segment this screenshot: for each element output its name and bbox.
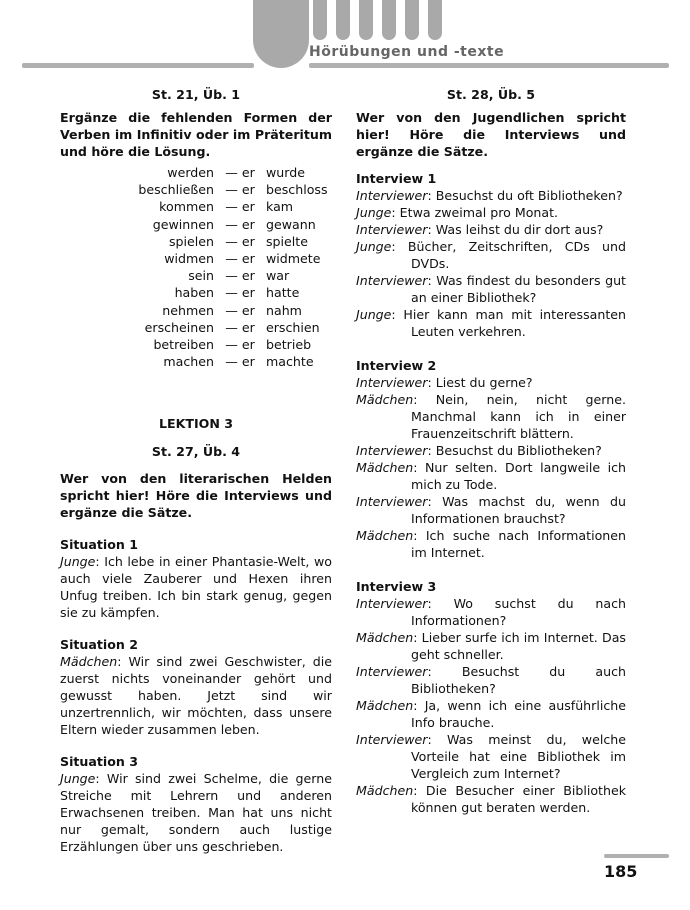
speech-text: : Wo suchst du nach Informationen? bbox=[411, 596, 626, 628]
speaker-label: Mädchen bbox=[356, 528, 414, 543]
verb-infinitive: werden bbox=[167, 165, 214, 180]
dialogue-line bbox=[356, 374, 626, 391]
speech-text: : Lieber surfe ich im Internet. Das geht schneller. bbox=[411, 630, 626, 662]
verb-separator bbox=[214, 233, 266, 250]
pronoun: er bbox=[241, 182, 255, 198]
dialogue-line bbox=[356, 306, 626, 340]
dialogue-line bbox=[356, 493, 626, 527]
speech-text: : Was findest du besonders gut an einer Bibliothek? bbox=[411, 273, 626, 305]
verb-row bbox=[88, 216, 328, 233]
interview-title: Interview 2 bbox=[356, 358, 437, 373]
verb-past: wurde bbox=[266, 165, 305, 180]
verb-row bbox=[88, 353, 328, 370]
header-tab-2 bbox=[336, 0, 350, 40]
dialogue-line bbox=[356, 629, 626, 663]
verb-row bbox=[88, 164, 328, 181]
verb-past: kam bbox=[266, 199, 294, 215]
verb-separator bbox=[214, 336, 266, 353]
dialogue-line bbox=[356, 187, 626, 204]
verb-row bbox=[88, 302, 328, 319]
dialogue-line bbox=[356, 663, 626, 697]
dash: — bbox=[225, 319, 238, 335]
situation-title: Situation 1 bbox=[60, 537, 138, 553]
speaker-label: Junge bbox=[356, 307, 392, 322]
pronoun: er bbox=[241, 199, 255, 215]
verb-past: erschien bbox=[266, 319, 320, 335]
speech-text: : Ich suche nach Informationen im Internet. bbox=[411, 528, 626, 560]
verb-infinitive: spielen bbox=[168, 233, 214, 249]
speaker-label: Mädchen bbox=[60, 654, 118, 670]
situation-title: Situation 3 bbox=[60, 754, 138, 770]
verb-separator bbox=[214, 302, 266, 319]
verb-row bbox=[88, 319, 328, 336]
speech-text: : Besuchst du oft Bibliotheken? bbox=[427, 188, 623, 203]
speech-text: : Bücher, Zeitschriften, CDs und DVDs. bbox=[391, 239, 626, 271]
verb-past: hatte bbox=[266, 285, 300, 301]
verb-separator bbox=[214, 250, 266, 267]
exercise-heading: St. 21, Üb. 1 bbox=[151, 87, 241, 102]
verb-separator bbox=[214, 198, 266, 215]
pronoun: er bbox=[241, 165, 255, 180]
situation-text bbox=[60, 770, 332, 855]
verb-infinitive: gewinnen bbox=[152, 216, 214, 232]
speaker-label: Interviewer bbox=[356, 732, 428, 747]
verb-past: widmete bbox=[266, 251, 321, 267]
speaker-label: Interviewer bbox=[356, 188, 428, 203]
dash: — bbox=[225, 302, 238, 318]
interviews bbox=[356, 170, 626, 816]
exercise-task: Wer von den literarischen Helden spricht hier! Höre die Interviews und ergänze die Sätze. bbox=[60, 471, 332, 521]
speaker-label: Junge bbox=[356, 239, 392, 254]
verb-separator bbox=[214, 216, 266, 233]
speaker-label: Junge bbox=[60, 554, 96, 570]
dash: — bbox=[225, 182, 238, 198]
speech-text: : Ich lebe in einer Phantasie-Welt, wo auch viele Zauberer und Hexen ihren Unfug treiben. Ich bin stark genug, gegen sie zu kämpfen. bbox=[60, 554, 332, 621]
dash: — bbox=[225, 337, 238, 353]
speech-text: : Was leihst du dir dort aus? bbox=[427, 222, 604, 237]
exercise-heading: St. 27, Üb. 4 bbox=[151, 444, 241, 460]
dash: — bbox=[225, 354, 238, 370]
situation-text bbox=[60, 653, 332, 738]
speaker-label: Interviewer bbox=[356, 596, 428, 611]
section-title: Hörübungen und -texte bbox=[309, 44, 505, 60]
dialogue-line bbox=[356, 221, 626, 238]
verb-infinitive: betreiben bbox=[153, 337, 214, 353]
verb-past: beschloss bbox=[266, 182, 328, 198]
verb-row bbox=[88, 336, 328, 353]
verb-separator bbox=[214, 353, 266, 370]
situation-title: Situation 2 bbox=[60, 637, 138, 653]
interview-block bbox=[356, 578, 626, 816]
speech-text: : Was machst du, wenn du Informationen brauchst? bbox=[411, 494, 626, 526]
dash: — bbox=[225, 216, 238, 232]
pronoun: er bbox=[241, 354, 255, 370]
situation bbox=[60, 636, 332, 738]
interview-title: Interview 1 bbox=[356, 171, 437, 186]
pronoun: er bbox=[241, 319, 255, 335]
verb-separator bbox=[214, 319, 266, 336]
situation bbox=[60, 536, 332, 621]
dialogue-line bbox=[356, 459, 626, 493]
speech-text: : Nur selten. Dort langweile ich mich zu Tode. bbox=[411, 460, 626, 492]
speaker-label: Interviewer bbox=[356, 273, 428, 288]
verb-infinitive: kommen bbox=[159, 199, 214, 215]
speaker-label: Junge bbox=[356, 205, 392, 220]
verb-infinitive: haben bbox=[174, 285, 214, 301]
verb-infinitive: erscheinen bbox=[144, 319, 214, 335]
dialogue-line bbox=[356, 238, 626, 272]
verb-past: betrieb bbox=[266, 337, 312, 353]
verb-infinitive: machen bbox=[163, 354, 214, 370]
verb-row bbox=[88, 284, 328, 301]
speaker-label: Mädchen bbox=[356, 698, 414, 713]
header-rule-right bbox=[309, 63, 669, 68]
header-tab-3 bbox=[359, 0, 373, 40]
verb-past: nahm bbox=[266, 302, 302, 318]
speech-text: : Besuchst du auch Bibliotheken? bbox=[411, 664, 626, 696]
dialogue-line bbox=[356, 204, 626, 221]
dialogue-line bbox=[356, 731, 626, 782]
header-tab-5 bbox=[405, 0, 419, 40]
dash: — bbox=[225, 199, 238, 215]
verb-row bbox=[88, 181, 328, 198]
verb-separator bbox=[214, 267, 266, 284]
dialogue-line bbox=[356, 391, 626, 442]
verb-separator bbox=[214, 181, 266, 198]
speaker-label: Mädchen bbox=[356, 783, 414, 798]
verb-separator bbox=[214, 284, 266, 301]
footer-rule bbox=[604, 854, 669, 858]
speech-text: : Besuchst du Bibliotheken? bbox=[427, 443, 602, 458]
speech-text: : Liest du gerne? bbox=[427, 375, 533, 390]
verb-infinitive: widmen bbox=[164, 251, 214, 267]
exercise-task: Wer von den Jugendlichen spricht hier! Höre die Interviews und ergänze die Sätze. bbox=[356, 110, 626, 159]
verb-row bbox=[88, 198, 328, 215]
header-tab-4 bbox=[382, 0, 396, 40]
speech-text: : Wir sind zwei Schelme, die gerne Streiche mit Lehrern und anderen Erwachsenen treiben. Man hat uns nicht nur gemalt, sondern auch lustige Erzählungen über uns geschrieben. bbox=[60, 771, 332, 855]
situation-text bbox=[60, 553, 332, 621]
lesson-heading: LEKTION 3 bbox=[158, 416, 234, 432]
verb-infinitive: beschließen bbox=[138, 182, 214, 198]
exercise-task: Ergänze die fehlenden Formen der Verben im Infinitiv oder im Präteritum und höre die Lösung. bbox=[60, 110, 332, 159]
header-tab-1 bbox=[313, 0, 327, 40]
verb-past: spielte bbox=[266, 233, 308, 249]
interview-block bbox=[356, 170, 626, 340]
dialogue-line bbox=[356, 595, 626, 629]
page-number: 185 bbox=[604, 862, 638, 881]
verb-separator bbox=[214, 164, 266, 181]
verb-row bbox=[88, 233, 328, 250]
interview-title: Interview 3 bbox=[356, 579, 437, 594]
right-column bbox=[356, 86, 626, 833]
pronoun: er bbox=[241, 251, 255, 267]
exercise-heading: St. 28, Üb. 5 bbox=[446, 87, 536, 102]
speech-text: : Nein, nein, nicht gerne. Manchmal kann ich in einer Frauenzeitschrift blättern. bbox=[411, 392, 626, 441]
pronoun: er bbox=[241, 268, 255, 284]
pronoun: er bbox=[241, 337, 255, 353]
speaker-label: Interviewer bbox=[356, 494, 428, 509]
verb-table bbox=[88, 164, 328, 370]
verb-past: gewann bbox=[266, 216, 316, 232]
speech-text: : Hier kann man mit interessanten Leuten verkehren. bbox=[391, 307, 626, 339]
pronoun: er bbox=[241, 302, 255, 318]
speech-text: : Ja, wenn ich eine ausführliche Info brauche. bbox=[411, 698, 626, 730]
situation bbox=[60, 753, 332, 855]
dialogue-line bbox=[356, 697, 626, 731]
speaker-label: Interviewer bbox=[356, 222, 428, 237]
verb-past: machte bbox=[266, 354, 314, 370]
dialogue-line bbox=[356, 272, 626, 306]
speech-text: : Was meinst du, welche Vorteile hat eine Bibliothek im Vergleich zum Internet? bbox=[411, 732, 626, 781]
verb-row bbox=[88, 250, 328, 267]
header-tab-6 bbox=[428, 0, 442, 40]
verb-row bbox=[88, 267, 328, 284]
dash: — bbox=[225, 233, 238, 249]
speech-text: : Wir sind zwei Geschwister, die zuerst nichts voneinander gehört und gewusst haben. Jetzt sind wir unzertrennlich, wir möchten, dass unsere Eltern wieder zusammen leben. bbox=[60, 654, 332, 738]
speaker-label: Mädchen bbox=[356, 392, 414, 407]
speaker-label: Interviewer bbox=[356, 664, 428, 679]
speaker-label: Junge bbox=[60, 771, 96, 787]
header-rule-left bbox=[22, 63, 254, 68]
speaker-label: Interviewer bbox=[356, 375, 428, 390]
pronoun: er bbox=[241, 233, 255, 249]
dash: — bbox=[225, 165, 238, 180]
dialogue-line bbox=[356, 782, 626, 816]
speaker-label: Mädchen bbox=[356, 460, 414, 475]
interview-block bbox=[356, 357, 626, 561]
dash: — bbox=[225, 268, 238, 284]
dash: — bbox=[225, 285, 238, 301]
header-main-tab bbox=[253, 0, 309, 68]
pronoun: er bbox=[241, 285, 255, 301]
speaker-label: Mädchen bbox=[356, 630, 414, 645]
dialogue-line bbox=[356, 442, 626, 459]
dash: — bbox=[225, 251, 238, 267]
speech-text: : Die Besucher einer Bibliothek können gut beraten werden. bbox=[411, 783, 626, 815]
verb-infinitive: nehmen bbox=[162, 302, 214, 318]
pronoun: er bbox=[241, 216, 255, 232]
verb-infinitive: sein bbox=[188, 268, 214, 284]
verb-past: war bbox=[266, 268, 290, 284]
speaker-label: Interviewer bbox=[356, 443, 428, 458]
speech-text: : Etwa zweimal pro Monat. bbox=[391, 205, 559, 220]
left-column bbox=[60, 86, 332, 855]
dialogue-line bbox=[356, 527, 626, 561]
